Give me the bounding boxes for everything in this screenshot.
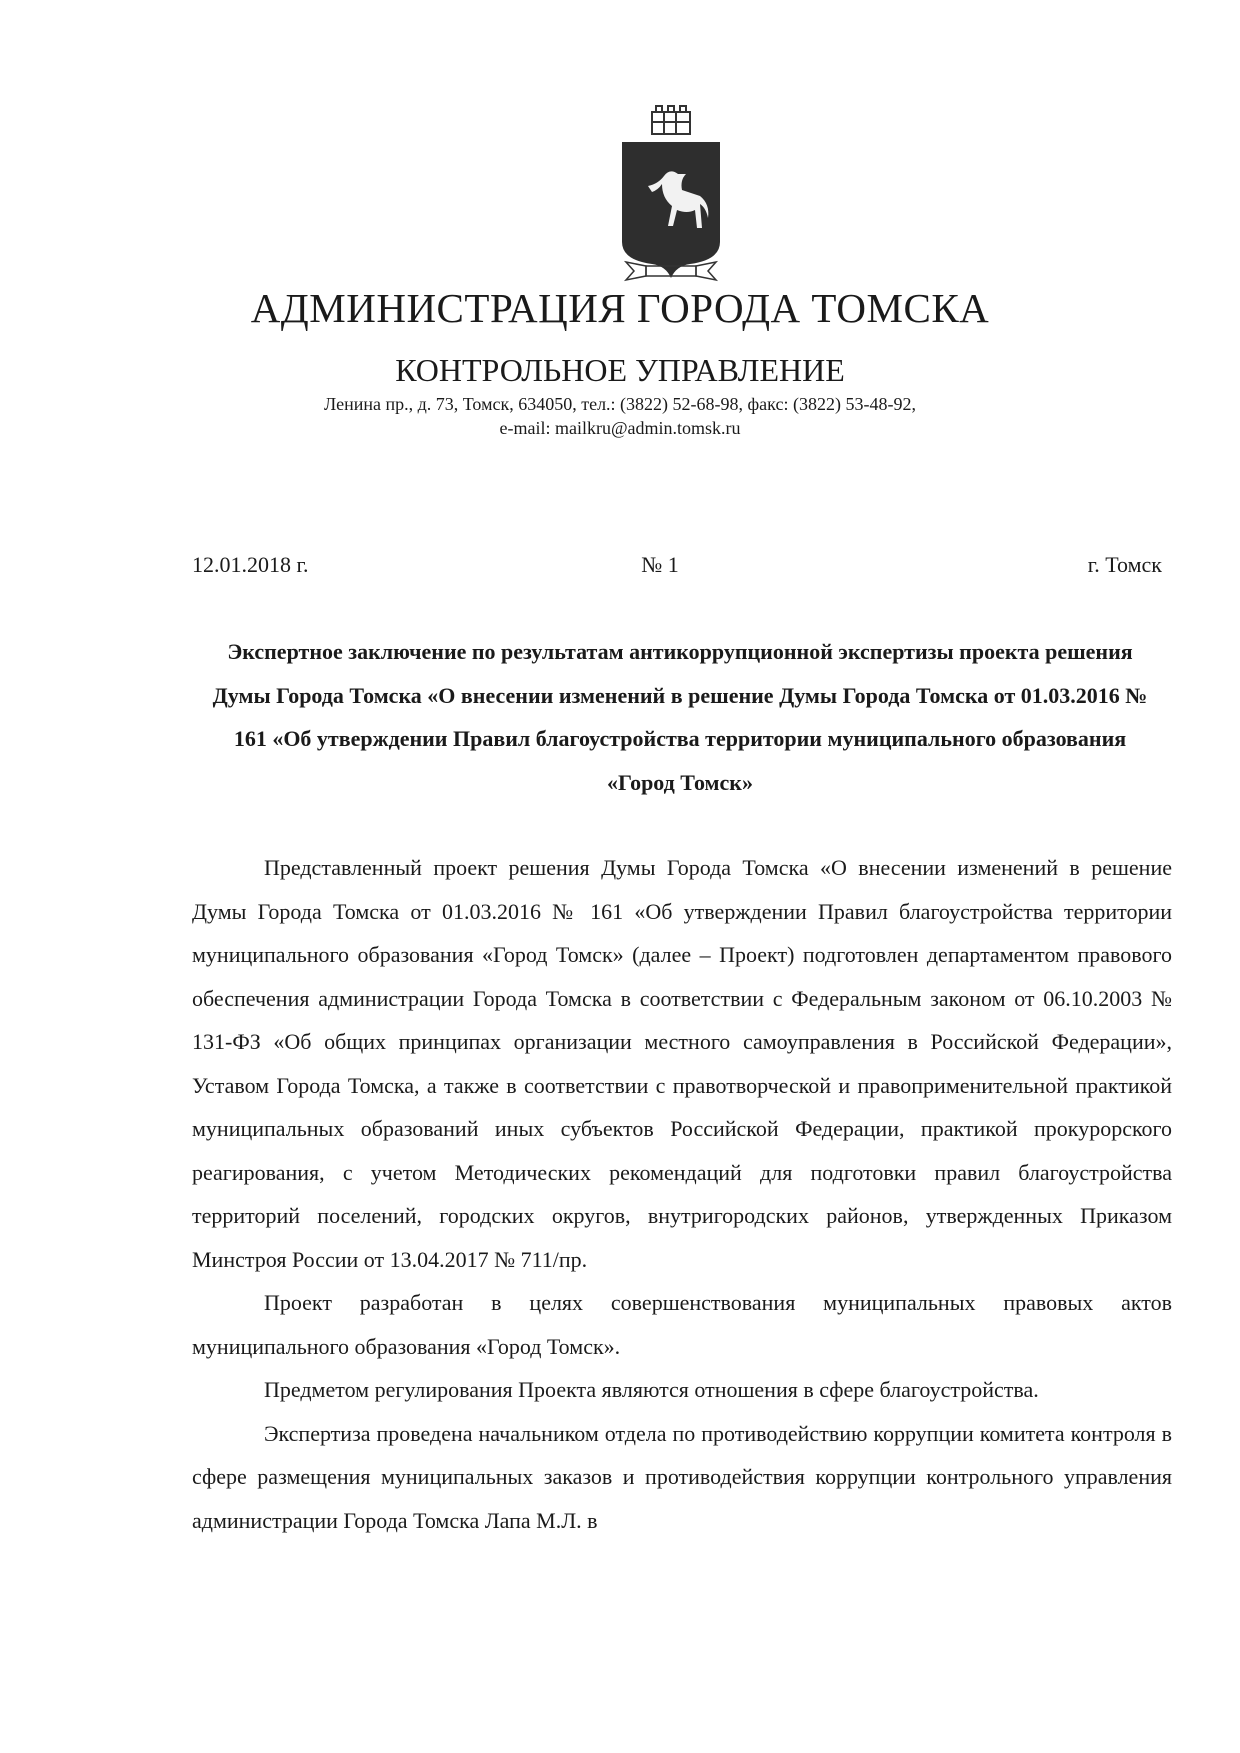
department-name: КОНТРОЛЬНОЕ УПРАВЛЕНИЕ [395,352,845,388]
paragraph: Проект разработан в целях совершенствования муниципальных правовых актов муниципального образования «Город Томск». [192,1290,1172,1359]
organization-name: АДМИНИСТРАЦИЯ ГОРОДА ТОМСКА [250,285,990,331]
document-body [192,846,1172,1542]
document-heading: Экспертное заключение по результатам антикоррупционной экспертизы проекта решения Думы Города Томска «О внесении изменений в решение Думы Города Томска от 01.03.2016 № 161 «Об утверждении Правил благоустройства территории муниципального образования «Город Томск» [212,639,1148,795]
coat-of-arms-emblem [612,104,730,284]
email-line: e-mail: mailkru@admin.tomsk.ru [499,418,741,438]
document-date: 12.01.2018 г. [192,552,309,577]
paragraph: Экспертиза проведена начальником отдела по противодействию коррупции комитета контроля в сфере размещения муниципальных заказов и противодействия коррупции контрольного управления администрации Города Томска Лапа М.Л. в [192,1420,1172,1533]
address-line: Ленина пр., д. 73, Томск, 634050, тел.: (3822) 52-68-98, факс: (3822) 53-48-92, [324,394,916,414]
paragraph: Предметом регулирования Проекта являются отношения в сфере благоустройства. [264,1377,1039,1402]
paragraph: Представленный проект решения Думы Города Томска «О внесении изменений в решение Думы Города Томска от 01.03.2016 № 161 «Об утверждении Правил благоустройства территории муниципального образования «Город Томск» (далее – Проект) подготовлен департаментом правового обеспечения администрации Города Томска в соответствии с Федеральным законом от 06.10.2003 № 131-ФЗ «Об общих принципах организации местного самоуправления в Российской Федерации», Уставом Города Томска, а также в соответствии с правотворческой и правоприменительной практикой муниципальных образований иных субъектов Российской Федерации, практикой прокурорского реагирования, с учетом Методических рекомендаций для подготовки правил благоустройства территорий поселений, городских округов, внутригородских районов, утвержденных Приказом Минстроя России от 13.04.2017 № 711/пр. [192,855,1172,1272]
document-number: № 1 [641,552,679,577]
document-city: г. Томск [1087,552,1162,577]
